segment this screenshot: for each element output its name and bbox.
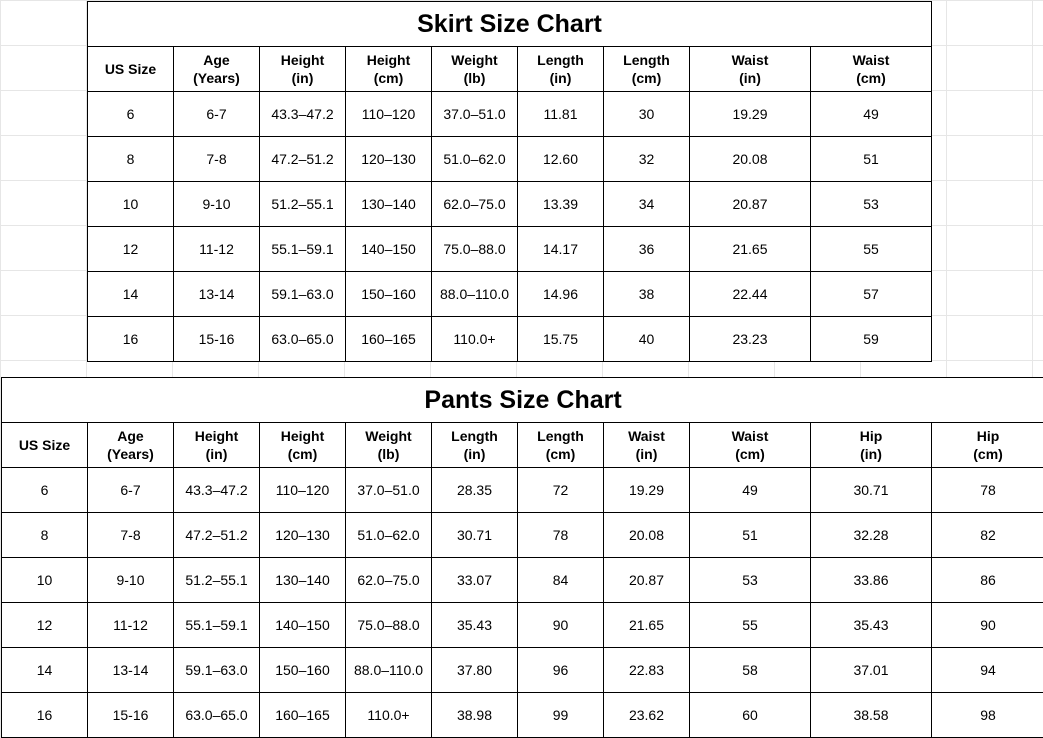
table-row bbox=[88, 182, 932, 227]
column-header bbox=[88, 423, 174, 468]
table-cell: 8 bbox=[88, 137, 174, 182]
table-cell: 12.60 bbox=[518, 137, 604, 182]
column-header bbox=[604, 423, 690, 468]
column-header-line: US Size bbox=[88, 60, 173, 78]
column-header-line: (lb) bbox=[346, 445, 431, 463]
skirt-size-chart bbox=[87, 1, 932, 362]
table-cell: 23.23 bbox=[690, 317, 811, 362]
table-cell: 14 bbox=[2, 648, 88, 693]
table-row bbox=[88, 317, 932, 362]
table-cell: 96 bbox=[518, 648, 604, 693]
table-cell: 63.0–65.0 bbox=[260, 317, 346, 362]
column-header-line: Length bbox=[518, 51, 603, 69]
table-cell: 49 bbox=[690, 468, 811, 513]
column-header-line: (in) bbox=[604, 445, 689, 463]
table-cell: 55.1–59.1 bbox=[260, 227, 346, 272]
table-cell: 20.87 bbox=[604, 558, 690, 603]
table-cell: 99 bbox=[518, 693, 604, 738]
column-header-line: Height bbox=[260, 51, 345, 69]
table-cell: 35.43 bbox=[432, 603, 518, 648]
table-cell: 10 bbox=[88, 182, 174, 227]
table-cell: 59 bbox=[811, 317, 932, 362]
column-header-line: (cm) bbox=[811, 69, 931, 87]
table-cell: 33.07 bbox=[432, 558, 518, 603]
table-row bbox=[88, 227, 932, 272]
column-header bbox=[174, 47, 260, 92]
table-cell: 90 bbox=[518, 603, 604, 648]
column-header-line: Height bbox=[174, 427, 259, 445]
table-cell: 51.2–55.1 bbox=[260, 182, 346, 227]
table-cell: 23.62 bbox=[604, 693, 690, 738]
table-cell: 84 bbox=[518, 558, 604, 603]
table-cell: 43.3–47.2 bbox=[174, 468, 260, 513]
table-cell: 58 bbox=[690, 648, 811, 693]
column-header-line: (cm) bbox=[604, 69, 689, 87]
table-cell: 140–150 bbox=[260, 603, 346, 648]
column-header bbox=[811, 47, 932, 92]
table-cell: 51 bbox=[811, 137, 932, 182]
table-cell: 7-8 bbox=[88, 513, 174, 558]
table-cell: 98 bbox=[932, 693, 1043, 738]
table-cell: 20.08 bbox=[604, 513, 690, 558]
table-cell: 11.81 bbox=[518, 92, 604, 137]
pants-size-chart bbox=[1, 377, 1043, 738]
table-cell: 10 bbox=[2, 558, 88, 603]
skirt-chart-title: Skirt Size Chart bbox=[88, 2, 932, 47]
table-cell: 40 bbox=[604, 317, 690, 362]
table-cell: 86 bbox=[932, 558, 1043, 603]
table-cell: 51.0–62.0 bbox=[432, 137, 518, 182]
column-header-line: (cm) bbox=[518, 445, 603, 463]
table-row bbox=[88, 92, 932, 137]
column-header-line: (in) bbox=[174, 445, 259, 463]
column-header-line: (in) bbox=[518, 69, 603, 87]
column-header-line: Weight bbox=[346, 427, 431, 445]
column-header-line: Height bbox=[260, 427, 345, 445]
table-cell: 15-16 bbox=[174, 317, 260, 362]
table-cell: 62.0–75.0 bbox=[346, 558, 432, 603]
table-cell: 13.39 bbox=[518, 182, 604, 227]
table-cell: 110.0+ bbox=[432, 317, 518, 362]
column-header-line: (Years) bbox=[174, 69, 259, 87]
table-cell: 13-14 bbox=[174, 272, 260, 317]
table-cell: 33.86 bbox=[811, 558, 932, 603]
table-cell: 22.44 bbox=[690, 272, 811, 317]
column-header-line: (in) bbox=[260, 69, 345, 87]
table-cell: 19.29 bbox=[604, 468, 690, 513]
table-cell: 32 bbox=[604, 137, 690, 182]
table-cell: 94 bbox=[932, 648, 1043, 693]
pants-chart-title: Pants Size Chart bbox=[2, 378, 1043, 423]
table-cell: 38.98 bbox=[432, 693, 518, 738]
table-cell: 8 bbox=[2, 513, 88, 558]
table-row bbox=[88, 137, 932, 182]
column-header-line: (in) bbox=[432, 445, 517, 463]
column-header bbox=[260, 423, 346, 468]
table-cell: 130–140 bbox=[346, 182, 432, 227]
table-cell: 6 bbox=[2, 468, 88, 513]
table-cell: 14 bbox=[88, 272, 174, 317]
column-header bbox=[811, 423, 932, 468]
column-header bbox=[432, 47, 518, 92]
table-cell: 16 bbox=[2, 693, 88, 738]
table-cell: 51.0–62.0 bbox=[346, 513, 432, 558]
table-cell: 47.2–51.2 bbox=[174, 513, 260, 558]
column-header-line: (cm) bbox=[690, 445, 810, 463]
table-cell: 38.58 bbox=[811, 693, 932, 738]
column-header-line: (in) bbox=[690, 69, 810, 87]
skirt-header-row bbox=[88, 47, 932, 92]
table-cell: 59.1–63.0 bbox=[260, 272, 346, 317]
table-cell: 55 bbox=[690, 603, 811, 648]
table-cell: 9-10 bbox=[174, 182, 260, 227]
table-cell: 120–130 bbox=[346, 137, 432, 182]
table-cell: 28.35 bbox=[432, 468, 518, 513]
table-cell: 63.0–65.0 bbox=[174, 693, 260, 738]
table-cell: 37.80 bbox=[432, 648, 518, 693]
table-cell: 82 bbox=[932, 513, 1043, 558]
column-header-line: Waist bbox=[690, 51, 810, 69]
table-cell: 57 bbox=[811, 272, 932, 317]
column-header bbox=[346, 423, 432, 468]
table-cell: 34 bbox=[604, 182, 690, 227]
table-cell: 51.2–55.1 bbox=[174, 558, 260, 603]
column-header bbox=[518, 47, 604, 92]
table-cell: 14.17 bbox=[518, 227, 604, 272]
table-cell: 49 bbox=[811, 92, 932, 137]
column-header-line: Height bbox=[346, 51, 431, 69]
table-cell: 38 bbox=[604, 272, 690, 317]
column-header-line: Waist bbox=[690, 427, 810, 445]
table-cell: 35.43 bbox=[811, 603, 932, 648]
table-cell: 20.87 bbox=[690, 182, 811, 227]
table-cell: 78 bbox=[932, 468, 1043, 513]
table-cell: 88.0–110.0 bbox=[432, 272, 518, 317]
table-cell: 160–165 bbox=[260, 693, 346, 738]
column-header bbox=[432, 423, 518, 468]
table-row bbox=[2, 603, 1043, 648]
table-cell: 9-10 bbox=[88, 558, 174, 603]
column-header-line: Age bbox=[88, 427, 173, 445]
table-cell: 60 bbox=[690, 693, 811, 738]
table-cell: 90 bbox=[932, 603, 1043, 648]
table-cell: 30.71 bbox=[811, 468, 932, 513]
pants-header-row bbox=[2, 423, 1043, 468]
table-cell: 37.0–51.0 bbox=[346, 468, 432, 513]
table-row bbox=[2, 693, 1043, 738]
table-cell: 15.75 bbox=[518, 317, 604, 362]
table-cell: 160–165 bbox=[346, 317, 432, 362]
table-cell: 120–130 bbox=[260, 513, 346, 558]
column-header bbox=[260, 47, 346, 92]
table-cell: 88.0–110.0 bbox=[346, 648, 432, 693]
column-header bbox=[174, 423, 260, 468]
column-header bbox=[690, 423, 811, 468]
column-header-line: Hip bbox=[932, 427, 1043, 445]
table-cell: 55 bbox=[811, 227, 932, 272]
table-cell: 20.08 bbox=[690, 137, 811, 182]
column-header bbox=[604, 47, 690, 92]
column-header-line: Length bbox=[432, 427, 517, 445]
table-cell: 62.0–75.0 bbox=[432, 182, 518, 227]
column-header-line: Length bbox=[518, 427, 603, 445]
column-header-line: Waist bbox=[811, 51, 931, 69]
table-cell: 72 bbox=[518, 468, 604, 513]
table-cell: 13-14 bbox=[88, 648, 174, 693]
table-cell: 110–120 bbox=[260, 468, 346, 513]
table-cell: 110.0+ bbox=[346, 693, 432, 738]
table-cell: 6-7 bbox=[88, 468, 174, 513]
table-cell: 7-8 bbox=[174, 137, 260, 182]
table-cell: 11-12 bbox=[88, 603, 174, 648]
table-cell: 16 bbox=[88, 317, 174, 362]
table-cell: 12 bbox=[2, 603, 88, 648]
table-cell: 19.29 bbox=[690, 92, 811, 137]
table-cell: 51 bbox=[690, 513, 811, 558]
table-cell: 22.83 bbox=[604, 648, 690, 693]
table-row bbox=[2, 558, 1043, 603]
table-cell: 47.2–51.2 bbox=[260, 137, 346, 182]
table-cell: 150–160 bbox=[260, 648, 346, 693]
column-header-line: US Size bbox=[2, 436, 87, 454]
table-cell: 30 bbox=[604, 92, 690, 137]
column-header bbox=[932, 423, 1043, 468]
table-cell: 53 bbox=[811, 182, 932, 227]
column-header-line: (Years) bbox=[88, 445, 173, 463]
column-header-line: Weight bbox=[432, 51, 517, 69]
table-cell: 130–140 bbox=[260, 558, 346, 603]
column-header-line: Length bbox=[604, 51, 689, 69]
table-cell: 110–120 bbox=[346, 92, 432, 137]
table-row bbox=[2, 648, 1043, 693]
table-cell: 12 bbox=[88, 227, 174, 272]
column-header-line: (lb) bbox=[432, 69, 517, 87]
table-cell: 36 bbox=[604, 227, 690, 272]
table-cell: 6-7 bbox=[174, 92, 260, 137]
table-cell: 21.65 bbox=[604, 603, 690, 648]
table-cell: 78 bbox=[518, 513, 604, 558]
table-cell: 53 bbox=[690, 558, 811, 603]
table-cell: 32.28 bbox=[811, 513, 932, 558]
column-header-line: (cm) bbox=[932, 445, 1043, 463]
table-cell: 30.71 bbox=[432, 513, 518, 558]
table-cell: 15-16 bbox=[88, 693, 174, 738]
table-cell: 37.0–51.0 bbox=[432, 92, 518, 137]
table-cell: 14.96 bbox=[518, 272, 604, 317]
table-cell: 75.0–88.0 bbox=[346, 603, 432, 648]
table-cell: 11-12 bbox=[174, 227, 260, 272]
table-cell: 21.65 bbox=[690, 227, 811, 272]
table-row bbox=[2, 468, 1043, 513]
table-cell: 59.1–63.0 bbox=[174, 648, 260, 693]
table-cell: 43.3–47.2 bbox=[260, 92, 346, 137]
column-header-line: Waist bbox=[604, 427, 689, 445]
column-header bbox=[2, 423, 88, 468]
column-header bbox=[88, 47, 174, 92]
column-header-line: (cm) bbox=[346, 69, 431, 87]
column-header-line: (in) bbox=[811, 445, 931, 463]
table-cell: 55.1–59.1 bbox=[174, 603, 260, 648]
table-cell: 150–160 bbox=[346, 272, 432, 317]
column-header-line: Age bbox=[174, 51, 259, 69]
table-row bbox=[2, 513, 1043, 558]
column-header-line: (cm) bbox=[260, 445, 345, 463]
column-header bbox=[346, 47, 432, 92]
table-cell: 75.0–88.0 bbox=[432, 227, 518, 272]
table-row bbox=[88, 272, 932, 317]
table-cell: 37.01 bbox=[811, 648, 932, 693]
table-cell: 140–150 bbox=[346, 227, 432, 272]
column-header-line: Hip bbox=[811, 427, 931, 445]
column-header bbox=[518, 423, 604, 468]
table-cell: 6 bbox=[88, 92, 174, 137]
column-header bbox=[690, 47, 811, 92]
